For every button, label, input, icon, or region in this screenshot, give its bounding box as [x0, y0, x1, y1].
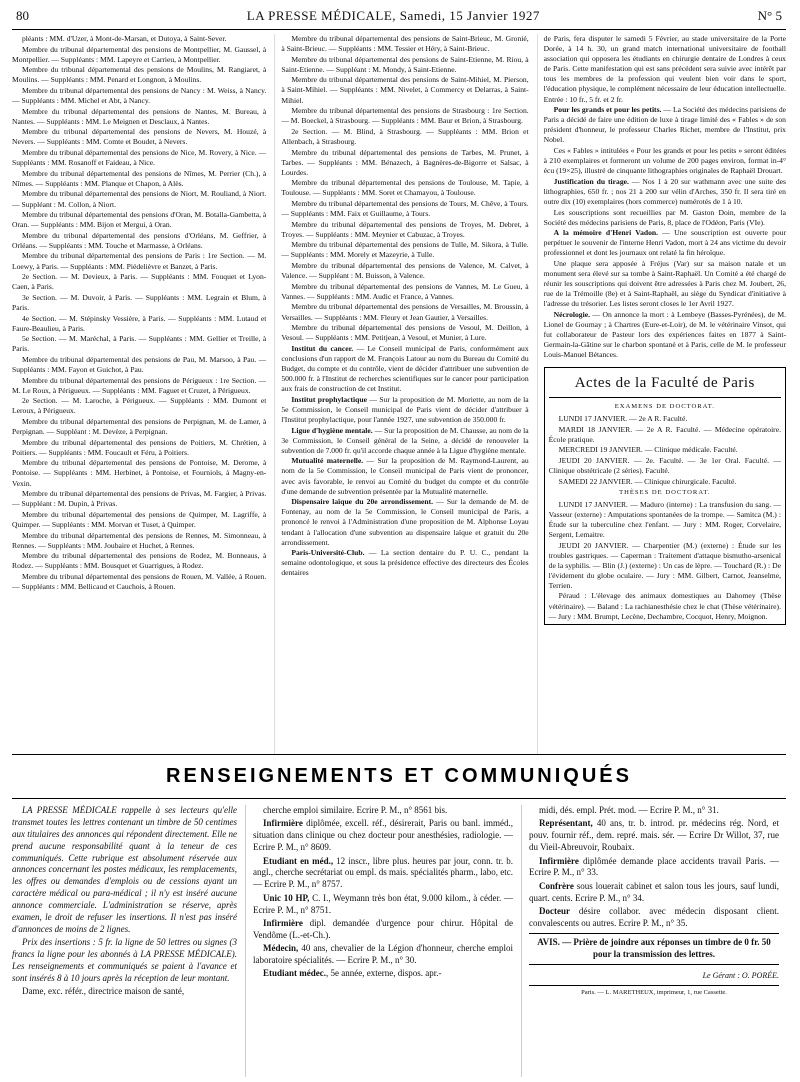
notice-paragraph: LA PRESSE MÉDICALE rappelle à ses lecteurs qu'elle transmet toutes les lettres contenant un timbre de 50 centimes aux titulaires des annonces qui répondent directement. Elle ne prend aucune responsabilité quant à la teneur de ces communiqués. Cette rubrique est absolument réservée aux annonces concernant les postes médicaux, les remplacements, les offres ou demandes d'emplois ou de cessions ayant un caractère médical ou para-médical ; il n'y est inséré aucune annonce commerciale. L'administration se réserve, après examen, le droit de refuser les insertions. Il n'est pas inséré d'annonces de moins de 2 lignes.: [12, 805, 237, 934]
exams-subtitle: EXAMENS DE DOCTORAT.: [614, 403, 715, 411]
notice-title: Mutualité maternelle.: [291, 456, 364, 466]
paragraph: 2e Section. — M. Devieux, à Paris. — Suppléants : MM. Fouquet et Lyon-Caen, à Paris.: [12, 272, 267, 292]
paragraph: Membre du tribunal départemental des pensions de Nice, M. Rovery, à Nice. — Suppléants : MM. Rosanoff et Faideau, à Nice.: [12, 148, 267, 168]
ad-text: désire collabor. avec médecin disposant client. convalescents ou autres. Ecrire P. M., n° 35.: [529, 906, 779, 928]
classified-ad: [253, 968, 513, 980]
section-banner: [12, 755, 786, 799]
notice-title: Dispensaire laïque du 20e arrondissement.: [291, 497, 434, 507]
paragraph: Membre du tribunal départemental des pensions de Toulouse, M. Tapie, à Toulouse. — Suppléants : MM. Soret et Chamayou, à Toulouse.: [281, 178, 529, 198]
notice-paragraph: [544, 105, 786, 145]
banner-title: RENSEIGNEMENTS ET COMMUNIQUÉS: [166, 765, 632, 787]
classified-ad: [253, 943, 513, 967]
column-3: [537, 34, 786, 754]
faculte-title: Actes de la Faculté de Paris: [549, 374, 781, 399]
paragraph: Membre du tribunal départemental des pensions de Nantes, M. Bureau, à Nantes. — Suppléants : MM. Le Meignen et Desclaux, à Nantes.: [12, 106, 267, 126]
ad-heading: Docteur: [539, 906, 570, 916]
classified-ad: [529, 906, 779, 930]
notice-title: Institut prophylactique: [291, 394, 367, 404]
notice-text: — Sur la proposition de M. Chausse, au nom de la 3e Commission, le Conseil général de la Seine, a décidé de renouveler la subvention de 7.000 fr. qu'il accorde chaque année à la Ligue d'hygiène mentale.: [281, 425, 529, 455]
exam-item: LUNDI 17 JANVIER. — 2e A R. Faculté.: [558, 414, 688, 424]
notice-paragraph: [544, 146, 786, 176]
paragraph: Membre du tribunal départemental des pensions de Paris : 1re Section. — M. Loewy, à Paris. — Suppléants : MM. Piédelièvre et Banzet, à Paris.: [12, 251, 267, 271]
paragraph: 4e Section. — M. Stépinsky Vessière, à Paris. — Suppléants : MM. Lutaud et Faure-Beaulieu, à Paris.: [12, 313, 267, 333]
notice-title: Justification du tirage.: [553, 176, 629, 186]
ad-heading: Infirmière: [539, 855, 579, 866]
paragraph: Membre du tribunal départemental des pensions de Niort, M. Rouliand, à Niort. — Suppléant : M. Collon, à Niort.: [12, 189, 267, 209]
paragraph: Membre du tribunal départemental des pensions de Troyes, M. Debret, à Troyes. — Suppléants : MM. Meynier et Cabuzac, à Troyes.: [281, 219, 529, 239]
ad-text: , 5e année, externe, dispos. apr.-: [326, 968, 442, 979]
issue-number: N° 5: [757, 8, 782, 23]
ad-text: cherche emploi similaire. Ecrire P. M., n° 8561 bis.: [263, 805, 448, 815]
notice-text: — Sur la demande de M. de Fontenay, au nom de la 5e Commission, le Conseil municipal de Paris, a prononcé le renvoi à l'Administration d'une proposition de M. Alphonse Loyau tendant à l'allocation d'une subvention au dispensaire laïque et gratuit du 20e arrondissement.: [281, 497, 529, 547]
column-2: [274, 34, 528, 754]
publication-title: LA PRESSE MÉDICALE, Samedi, 15 Janvier 1927: [246, 8, 540, 23]
thesis-item: Péraud : L'élevage des animaux domestiques au Dahomey (Thèse vétérinaire). — Baland : La rachianesthésie chez le chat (Thèse vétérinaire). — Jury : MM. Brumpt, Lecène, Dechambre, Cocquot, Henry, Moignon.: [548, 591, 781, 621]
paragraph: 5e Section. — M. Maréchal, à Paris. — Suppléants : MM. Gellier et Treille, à Paris.: [12, 334, 267, 354]
notice-text: Une plaque sera apposée à Fréjus (Var) sur sa maison natale et un monument sera élevé sur sa tombe à Saint-Raphaël. Un Comité a été chargé de réunir les souscriptions qui doivent être adressées à Paris chez M. Joubert, 26, rue de la Trémoille (8e) et à Saint-Raphaël, au siège du Syndicat d'initiative à l'adresse du trésorier. Les listes seront closes le 1er Avril 1927.: [543, 259, 786, 309]
ad-text: diplômée demande place accidents travail Paris. — Ecrire P. M., n° 33.: [529, 855, 779, 878]
ad-text: 40 ans, chevalier de la Légion d'honneur, cherche emploi laboratoire spécialités. — Ecrire P. M., n° 30.: [253, 943, 513, 965]
paragraph: Membre du tribunal départemental des pensions de Moulins, M. Rangiaret, à Moulins. — Suppléants : MM. Penard et Longnon, à Moulins.: [12, 65, 267, 85]
column-3-sections: [544, 105, 786, 360]
classified-ad: [529, 805, 779, 817]
ad-text: midi, dés. empl. Prét. mod. — Ecrire P. M., n° 31.: [539, 805, 719, 815]
notice-title: Pour les grands et pour les petits.: [553, 105, 662, 115]
exam-item: MARDI 18 JANVIER. — 2e A R. Faculté. — Médecine opératoire. École pratique.: [548, 424, 781, 444]
notice-paragraph: [544, 228, 786, 258]
ad-text: 12 inscr., libre plus. heures par jour, conn. tr. b. angl., cherche secrétariat ou empl. ds mais. spécialités pharm., labo, etc. — Ecrire P. M., n° 8757.: [253, 855, 513, 890]
notice-paragraph: [544, 208, 786, 228]
ad-heading: Médecin,: [263, 943, 299, 954]
notice-paragraph: [544, 177, 786, 207]
notice-paragraph: [281, 395, 528, 425]
notice-text: — Le Conseil municipal de Paris, conformément aux conclusions d'un rapport de M. François Latour au nom du Bureau du Comité du Budget, du compte et du contrôle, vient de décider d'attribuer une subvention de 500.000 fr. à l'Institut de recherches scientifiques sur le cancer pour participation aux frais de construction de cet Institut.: [281, 343, 529, 394]
paragraph: Membre du tribunal départemental des pensions de Rennes, M. Simonneau, à Rennes. — Suppléants : MM. Joubaire et Huchet, à Rennes.: [12, 530, 267, 550]
page-header: [12, 8, 786, 30]
notice-title: Paris-Université-Club.: [291, 548, 365, 558]
paragraph: Membre du tribunal départemental des pensions de Saint-Brieuc, M. Gronié, à Saint-Brieuc. — Suppléants : MM. Tessier et Héry, à Saint-Brieuc.: [281, 34, 529, 54]
paragraph: Membre du tribunal départemental des pensions de Nancy : M. Weiss, à Nancy. — Suppléants : MM. Michel et Abt, à Nancy.: [12, 85, 267, 106]
notice-paragraph: [281, 456, 528, 496]
paragraph: Membre du tribunal départemental des pensions de Périgueux : 1re Section. — M. Le Roux, à Périgueux. — Suppléants : MM. Faguet et Cruzet, à Périgueux.: [12, 375, 267, 395]
paragraph: Membre du tribunal départemental des pensions de Versailles, M. Broussin, à Versailles. — Suppléants : MM. Fleury et Jean Gautier, à Versailles.: [281, 302, 529, 322]
ad-heading: Représentant,: [539, 818, 593, 829]
notice-text: — On annonce la mort : à Lembeye (Basses-Pyrénées), de M. Lionel de Gournay ; à Chartres (Eure-et-Loir), de M. le vétérinaire Vinsot, qui fut collaborateur de Pasteur lors des expériences faites en 1877 à Saint-Germain-la-Gâtine sur le charbon spontané et à Paris, celle de M. le professeur Louis-Manuel Bétances.: [543, 310, 786, 360]
paragraph: Membre du tribunal départemental des pensions de Valence, M. Calvet, à Valence. — Suppléant : M. Buisson, à Valence.: [281, 261, 529, 281]
paragraph: 3e Section. — M. Duvoir, à Paris. — Suppléants : MM. Legrain et Blum, à Paris.: [12, 292, 267, 312]
notice-paragraph: Prix des insertions : 5 fr. la ligne de 50 lettres ou signes (3 francs la ligne pour les abonnés à LA PRESSE MÉDICALE). Les renseignements et communiqués se paient à l'avance et sont insérés 8 à 10 jours après la réception de leur montant.: [12, 937, 237, 983]
paragraph: pléants : MM. d'Uzer, à Mont-de-Marsan, et Dutoya, à Saint-Sever.: [22, 34, 227, 43]
ad-text: C. I., Weymann très bon état, 9.000 kilom., à céder. — Ecrire P. M., n° 8751.: [253, 892, 513, 915]
paragraph: Membre du tribunal départemental des pensions de Tours, M. Chêve, à Tours. — Suppléants : MM. Faix et Guillaume, à Tours.: [281, 199, 529, 219]
paragraph: Membre du tribunal départemental des pensions de Saint-Etienne, M. Riou, à Saint-Etienne. — Suppléant : M. Mondy, à Saint-Etienne.: [281, 54, 529, 74]
notice-title: Institut du cancer.: [291, 343, 354, 353]
classified-ad: [253, 856, 513, 892]
classified-ad: Dame, exc. référ., directrice maison de santé,: [22, 986, 185, 997]
notice-paragraph: [281, 426, 528, 456]
classified-ad: [529, 856, 779, 880]
notice-paragraph: [281, 344, 528, 394]
classified-ad: [529, 881, 779, 905]
paragraph: Membre du tribunal départemental des pensions de Vesoul, M. Deillon, à Vesoul. — Suppléants : MM. Petitjean, à Vesoul, et Munier, à Lure.: [281, 323, 529, 343]
gerant-signature: Le Gérant : O. PORÉE.: [702, 970, 779, 980]
ad-text: diplômée, excell. réf., désirerait, Paris ou banl. imméd., situation dans clinique ou chez docteur pour anesthésies, radiologie. — Ecrire P. M., n° 8609.: [253, 818, 513, 853]
ad-heading: Infirmière: [263, 818, 303, 829]
thesis-item: JEUDI 20 JANVIER. — Charpentier (M.) (externe) : Étude sur les troubles gastriques. — Caperman : Traitement d'attaque bismutho-arsenical de la syphilis. — Blin (J.) (externe) : Un cas de lèpre. — Touchard (R.) : De l'évidement du globe oculaire. — Jury : MM. Gilbert, Carnot, Jeanselme, Terrien.: [548, 540, 781, 590]
upper-section: [12, 30, 786, 755]
ad-heading: Etudiant en méd.,: [263, 855, 334, 866]
ad-heading: Infirmière: [263, 917, 303, 928]
printer-credit: Paris. — L. MARETHEUX, imprimeur, 1, rue Cassette.: [529, 985, 779, 998]
ad-text: dipl. demandée d'urgence pour chirur. Hôpital de Vendôme (L.-et-Ch.).: [253, 917, 513, 940]
notice-text: — Sur la proposition de M. Moriette, au nom de la 5e Commission, le Conseil municipal de Paris vient de décider d'attribuer à l'Institut prophylactique, pour l'année 1927, une subvention de 350.000 fr.: [281, 394, 529, 424]
notice-title: Ligue d'hygiène mentale.: [291, 425, 373, 435]
lower-column-2: [245, 805, 513, 1077]
exams-list: [549, 414, 781, 487]
paragraph: Membre du tribunal départemental des pensions de Rodez, M. Bonneaus, à Rodez. — Suppléants : MM. Bousquet et Guarrigues, à Rodez.: [12, 551, 267, 571]
paragraph: 2e Section. — M. Laroche, à Périgueux. — Suppléants : MM. Dumont et Leroux, à Périgueux.: [12, 396, 267, 416]
lower-column-3-ads: [529, 805, 779, 930]
paragraph: Membre du tribunal départemental des pensions de Vannes, M. Le Gueu, à Vannes. — Suppléants : MM. Audic et France, à Vannes.: [281, 281, 529, 301]
lower-section: [12, 799, 786, 1077]
ad-heading: Confrère: [539, 880, 574, 891]
paragraph: Membre du tribunal départemental des pensions de Perpignan, M. de Lamer, à Perpignan. — Suppléant : M. Devèze, à Perpignan.: [12, 416, 267, 437]
paragraph: Membre du tribunal départemental des pensions de Privas, M. Fargier, à Privas. — Suppléant : M. Dupin, à Privas.: [12, 489, 267, 509]
paragraph: Membre du tribunal départemental des pensions de Pontoise, M. Derome, à Pontoise. — Suppléants : MM. Herbinet, à Pontoise, et Fourniols, à Magny-en-Vexin.: [12, 458, 267, 488]
notice-paragraph: [544, 259, 786, 309]
paragraph: Membre du tribunal départemental des pensions de Tarbes, M. Prunet, à Tarbes. — Suppléants : MM. Bénazech, à Bagnères-de-Bigorre et Salsac, à Lourdes.: [281, 147, 529, 177]
notice-paragraph: [544, 310, 786, 360]
page-number: 80: [16, 8, 29, 23]
paragraph: Membre du tribunal départemental des pensions de Poitiers, M. Chrétien, à Poitiers. — Suppléants : MM. Foucault et Féru, à Poitiers.: [12, 437, 267, 457]
exam-item: MERCREDI 19 JANVIER. — Clinique médicale. Faculté.: [558, 445, 738, 455]
paragraph: Membre du tribunal départemental des pensions de Nîmes, M. Perrier (Ch.), à Nîmes. — Suppléants : MM. Planque et Chapon, à Alès.: [12, 168, 267, 188]
notice-text: Ces « Fables » intitulées « Pour les grands et pour les petits » seront éditées à 210 exemplaires et formeront un volume de 200 pages environ, format in-4° écu (19×25), illustré de cinquante lithographies originales de Raphaël Drouart.: [543, 146, 786, 176]
classified-ad: [253, 893, 513, 917]
ad-heading: Etudiant médec.: [263, 968, 326, 979]
paragraph: Membre du tribunal départemental des pensions d'Oran, M. Botalla-Gambetta, à Oran. — Suppléants : MM. Bijon et Mergui, à Oran.: [12, 210, 267, 230]
lower-column-1: [12, 805, 237, 1077]
exam-item: JEUDI 20 JANVIER. — 2e. Faculté. — 3e 1er Oral. Faculté. — Clinique obstétricale (2 séries). Faculté.: [548, 456, 781, 476]
paragraph: de Paris, fera disputer le samedi 5 Février, au stade universitaire de la Porte Dorée, à 14 h. 30, un grand match international universitaire de football association qui opposera les étudiants en chirurgie dentaire de Londres à ceux de Paris. Cette manifestation qui est sans précédent sera suivie avec intérêt par tous les membres de la profession qui veulent bien voir dans le sport, l'éducation physique, le complément nécessaire de leur éducation intellectuelle. Entrée : 10 fr., 5 fr. et 2 fr.: [543, 34, 786, 104]
avis-notice: AVIS. — Prière de joindre aux réponses un timbre de 0 fr. 50 pour la transmission des lettres.: [529, 933, 779, 965]
notice-text: — Sur la proposition de M. Raymond-Laurent, au nom de la 5e Commission, le Conseil municipal de Paris vient de prononcer, avec avis favorable, le renvoi au Comité du budget du compte et du contrôle d'une demande de subvention présentée par la Mutualité maternelle.: [281, 456, 529, 496]
theses-subtitle: THÈSES DE DOCTORAT.: [619, 488, 711, 496]
paragraph: Membre du tribunal départemental des pensions de Montpellier, M. Gaussel, à Montpellier. — Suppléants : MM. Lapeyre et Carrieu, à Montpellier.: [12, 44, 267, 64]
paragraph: Membre du tribunal départemental des pensions de Quimper, M. Lagriffe, à Quimper. — Suppléants : MM. Morvan et Tuset, à Quimper.: [12, 509, 267, 529]
classified-ad: [253, 805, 513, 817]
ad-text: 40 ans, tr. b. introd. pr. médecins rég. Nord, et pouv. fournir réf., dem. repré. mais. sér. — Ecrire Dr Willot, 37, rue du Vieil-Abreuvoir, Roubaix.: [529, 818, 779, 853]
paragraph: Membre du tribunal départemental des pensions de Strasbourg : 1re Section. — M. Boeckel, à Strasbourg. — Suppléants : MM. Baur et Brion, à Strasbourg.: [281, 106, 529, 126]
notice-paragraph: [281, 548, 528, 578]
paragraph: Membre du tribunal départemental des pensions de Pau, M. Marsoo, à Pau. — Suppléants : MM. Fayon et Guichot, à Pau.: [12, 354, 267, 374]
paragraph: Membre du tribunal départemental des pensions de Rouen, M. Vallée, à Rouen. — Suppléants : MM. Bellicaud et Cauchois, à Rouen.: [12, 571, 267, 591]
paragraph: Membre du tribunal départemental des pensions de Nevers, M. Houzé, à Nevers. — Suppléants : MM. Comte et Boudet, à Nevers.: [12, 127, 267, 147]
exam-item: SAMEDI 22 JANVIER. — Clinique chirurgicale. Faculté.: [558, 476, 737, 486]
classified-ad: [253, 818, 513, 854]
notice-paragraph: [281, 497, 528, 547]
column-1: [12, 34, 266, 754]
theses-list: [549, 500, 781, 622]
notice-text: Les souscriptions sont recueillies par M. Gaston Doin, membre de la Société des médecins parisiens de Paris, 8, place de l'Odéon, Paris (VIe).: [543, 207, 786, 227]
notice-text: — La Société des médecins parisiens de Paris a décidé de faire une édition de luxe à tirage limité des « Fables » de son président d'honneur, le professeur Charles Richet, membre de l'Institut, prix Nobel.: [543, 105, 786, 145]
notice-text: — Une souscription est ouverte pour perpétuer le souvenir de l'interne Henri Vadon, mort à 24 ans victime du devoir professionnel et dont les journaux ont relaté la fin héroïque.: [543, 228, 786, 258]
ad-heading: Unic 10 HP,: [263, 892, 310, 903]
faculte-box: [544, 367, 786, 626]
paragraph: Membre du tribunal départemental des pensions de Saint-Mihiel, M. Pierson, à Saint-Mihiel. — Suppléants : MM. Nivelet, à Commercy et Delarras, à Saint-Mihiel.: [281, 75, 529, 105]
classified-ad: [529, 818, 779, 854]
paragraph: 2e Section. — M. Blind, à Strasbourg. — Suppléants : MM. Brion et Allenbach, à Strasbourg.: [281, 126, 529, 146]
ad-text: sous louerait cabinet et salon tous les jours, sauf lundi, quart. cents. Ecrire P. M., n° 34.: [529, 880, 779, 903]
paragraph: Membre du tribunal départemental des pensions de Tulle, M. Sikora, à Tulle. — Suppléants : MM. Morely et Mazeyrie, à Tulle.: [281, 240, 529, 260]
notice-title: A la mémoire d'Henri Vadon.: [553, 228, 659, 238]
notice-text: — Nos 1 à 20 sur wathmann avec une suite des lithographies, 650 fr. ; nos 21 à 200 sur vélin d'Arches, 350 fr. Il sera tiré en outre dix (10) exemplaires (hors commerce) numérotés de 1 à 10.: [543, 176, 786, 206]
lower-column-3: [521, 805, 779, 1077]
paragraph: Membre du tribunal départemental des pensions d'Orléans, M. Geffrier, à Orléans. — Suppléants : MM. Touche et Marmasse, à Orléans.: [12, 230, 267, 250]
classified-ad: [253, 918, 513, 942]
notice-title: Nécrologie.: [553, 310, 590, 320]
notice-text: — La section dentaire du P. U. C., pendant la semaine odontologique, et sous la présidence effective des directeurs des Écoles dentaires: [281, 548, 529, 578]
thesis-item: LUNDI 17 JANVIER. — Maduro (interne) : La transfusion du sang. — Vasseur (externe) : Amputations spontanées de la trompe. — Samitca (M.) : Étude sur la tuberculine chez l'enfant. — Jury : MM. Roger, Corvelaire, Sergent, Lemaitre.: [548, 499, 781, 539]
